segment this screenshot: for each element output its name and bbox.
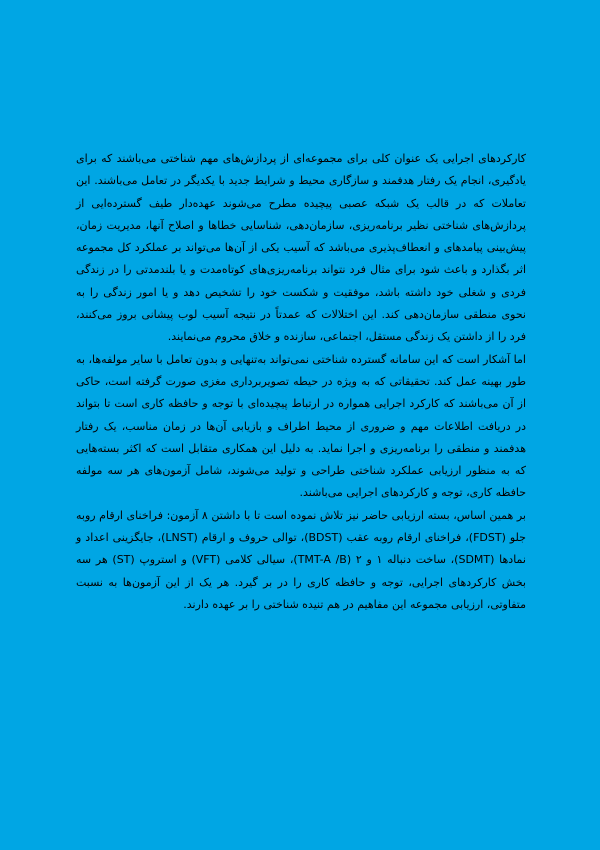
body-text [76,148,526,616]
paragraph-executive-functions: کارکردهای اجرایی یک عنوان کلی برای مجموعه‌ای از پردازش‌های مهم شناختی می‌باشند که برای یادگیری، انجام یک رفتار هدفمند و سازگاری محیط و شرایط جدید با یکدیگر در تعامل می‌باشند. این تعاملات که در قالب یک شبکه عصبی پیچیده مطرح می‌شوند عهده‌دار طیف گسترده‌ایی از پردازش‌های شناختی نظیر برنامه‌ریزی، سازمان‌دهی، شناسایی خطاها و اصلاح آنها، مدیریت زمان، پیش‌بینی پیامدهای و انعطاف‌پذیری می‌باشد که آسیب یکی از آن‌ها می‌تواند بر عملکرد کل مجموعه اثر بگذارد و باعث شود برای مثال فرد نتواند برنامه‌ریزی‌های کوتاه‌مدت و یا بلندمدتی را در زندگی فردی و شغلی خود داشته باشد، موفقیت و شکست خود را تشخیص دهد و یا امور زندگی را به نحوی منطقی سازمان‌دهی کند. این اختلالات که عمدتاً در نتیجه آسیب لوب پیشانی بروز می‌کنند، فرد را از داشتن یک زندگی مستقل، اجتماعی، سازنده و خلاق محروم می‌نمایند. [76,152,526,344]
paragraph-assessment-battery: بر همین اساس، بسته ارزیابی حاضر نیز تلاش نموده است تا با داشتن ۸ آزمون: فراخنای ارقام روبه جلو (FDST)، فراخنای ارقام روبه عقب (BDST)، توالی حروف و ارقام (LNST)، جایگزینی اعداد و نمادها (SDMT)، ساخت دنباله ۱ و ۲ (TMT-A /B)، سیالی کلامی (VFT) و استروپ (ST) هر سه بخش کارکردهای اجرایی، توجه و حافظه کاری را در بر گیرد. هر یک از این آزمون‌ها به نسبت متفاوتی، ارزیابی مجموعه این مفاهیم در هم تنیده شناختی را بر عهده دارند. [76,508,526,611]
paragraph-cognitive-system: اما آشکار است که این سامانه گسترده شناختی نمی‌تواند به‌تنهایی و بدون تعامل با سایر مولفه‌ها، به طور بهینه عمل کند. تحقیقاتی که به ویژه در حیطه تصویربرداری مغزی صورت گرفته است، حاکی از آن می‌باشند که کارکرد اجرایی همواره در ارتباط پیچیده‌ای با توجه و حافظه کاری است تا بتواند در دریافت اطلاعات مهم و ضروری از محیط اطراف و بازیابی آن‌ها در زمان مناسب، یک رفتار هدفمند و منطقی را برنامه‌ریزی و اجرا نماید. به دلیل این همکاری متقابل است که اکثر بسته‌هایی که به منظور ارزیابی عملکرد شناختی طراحی و تولید می‌شوند، شامل آزمون‌های هر سه مولفه حافظه کاری، توجه و کارکردهای اجرایی می‌باشند. [76,352,526,500]
